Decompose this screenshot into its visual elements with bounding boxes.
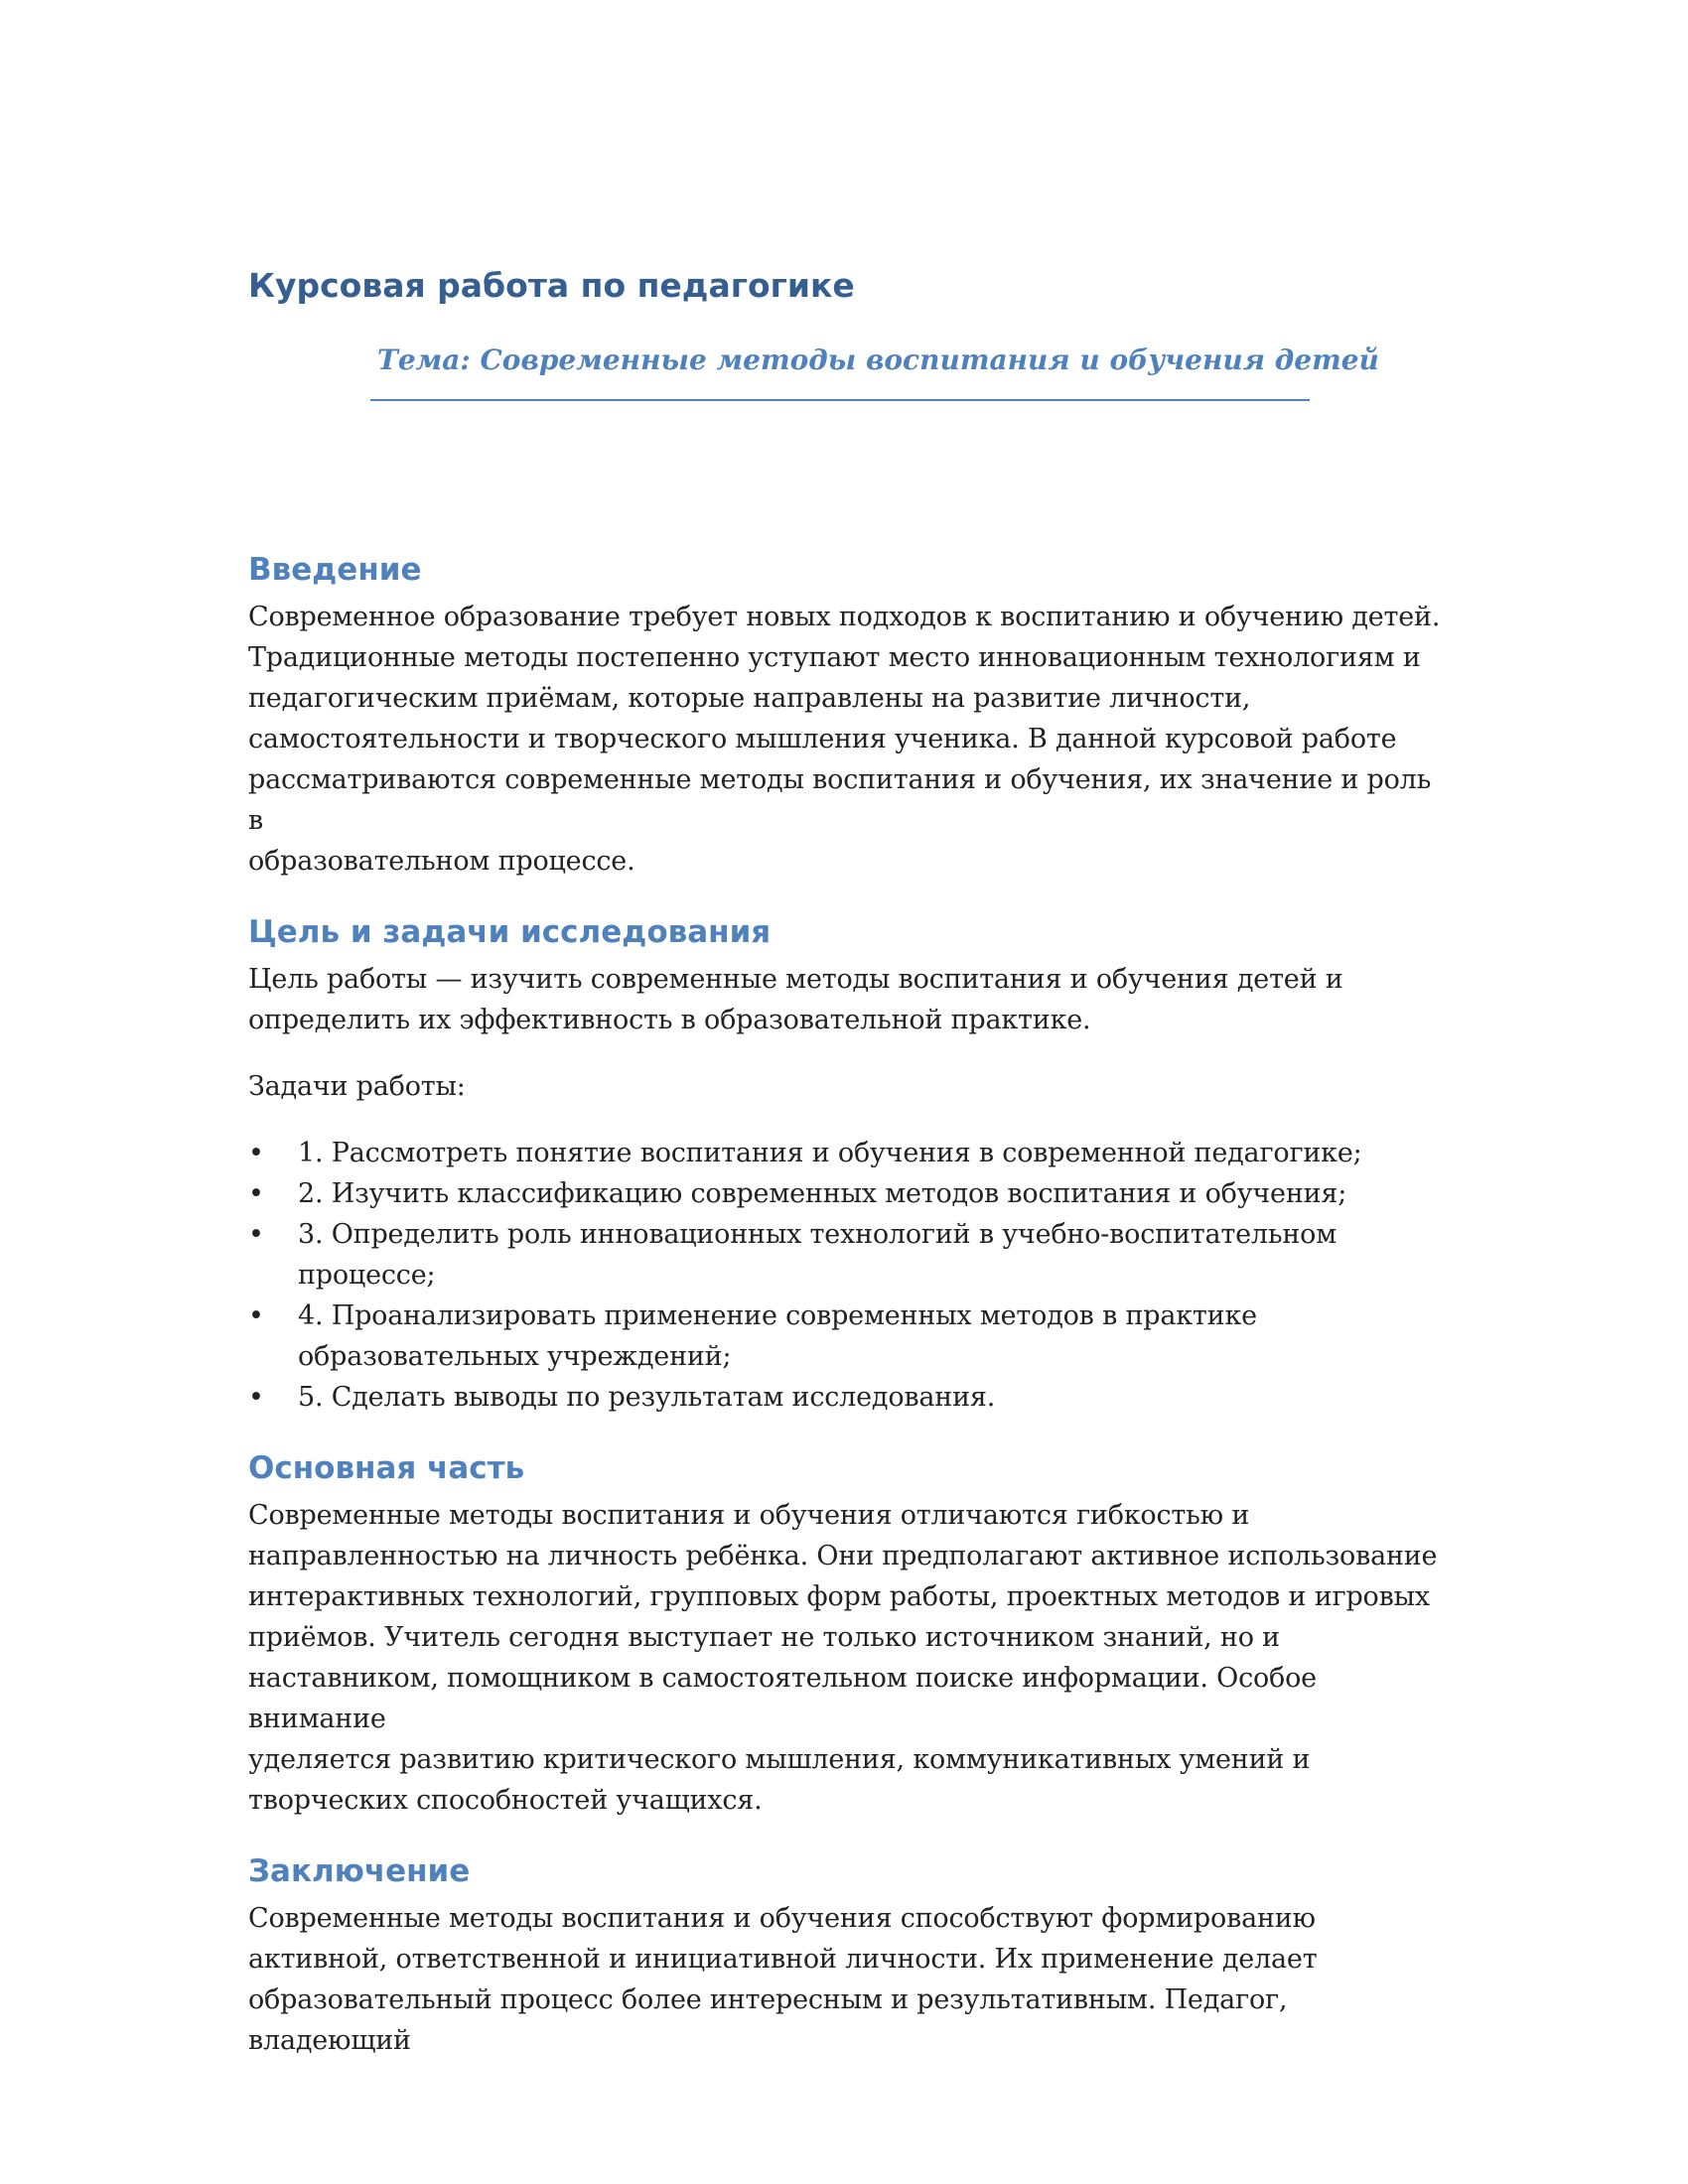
text-line: рассматриваются современные методы воспитания и обучения, их значение и роль в: [248, 764, 1432, 836]
text-line: самостоятельности и творческого мышления ученика. В данной курсовой работе: [248, 724, 1397, 754]
text-line: Традиционные методы постепенно уступают место инновационным технологиям и: [248, 642, 1421, 673]
section-goals: [248, 910, 1450, 1418]
list-item-text: 3. Определить роль инновационных технологий в учебно-воспитательном: [298, 1219, 1336, 1250]
text-line: определить их эффективность в образовательной практике.: [248, 1005, 1091, 1035]
list-item-text: 4. Проанализировать применение современных методов в практике: [298, 1300, 1257, 1331]
document-body: [248, 548, 1450, 2061]
text-line: приёмов. Учитель сегодня выступает не только источником знаний, но и: [248, 1622, 1280, 1653]
text-line: уделяется развитию критического мышления, коммуникативных умений и: [248, 1744, 1311, 1775]
bullet-icon: •: [248, 1219, 264, 1250]
text-line: педагогическим приёмам, которые направлены на развитие личности,: [248, 683, 1251, 714]
text-line: Современные методы воспитания и обучения способствуют формированию: [248, 1903, 1316, 1934]
bullet-icon: •: [248, 1382, 264, 1413]
text-line: образовательном процессе.: [248, 846, 635, 877]
tasks-label: Задачи работы:: [248, 1071, 466, 1102]
text-line: Цель работы — изучить современные методы воспитания и обучения детей и: [248, 964, 1343, 995]
list-item: [248, 1296, 1450, 1377]
section-heading-conclusion: Заключение: [248, 1853, 471, 1889]
introduction-paragraph: [248, 597, 1450, 882]
document-title: Курсовая работа по педагогике: [248, 266, 855, 305]
section-conclusion: [248, 1849, 1450, 2061]
section-main: [248, 1446, 1450, 1821]
text-line: направленностью на личность ребёнка. Они предполагают активное использование: [248, 1541, 1438, 1571]
goals-paragraph: [248, 959, 1450, 1040]
bullet-icon: •: [248, 1178, 264, 1209]
conclusion-paragraph: [248, 1898, 1450, 2061]
text-line: творческих способностей учащихся.: [248, 1785, 763, 1816]
section-introduction: [248, 548, 1450, 882]
list-item-text: образовательных учреждений;: [298, 1341, 732, 1372]
text-line: активной, ответственной и инициативной личности. Их применение делает: [248, 1944, 1318, 1975]
text-line: Современные методы воспитания и обучения отличаются гибкостью и: [248, 1500, 1250, 1531]
section-heading-main: Основная часть: [248, 1450, 525, 1486]
list-item-text: процессе;: [298, 1260, 436, 1291]
section-heading-introduction: Введение: [248, 552, 422, 588]
list-item-text: 2. Изучить классификацию современных методов воспитания и обучения;: [298, 1178, 1347, 1209]
text-line: Современное образование требует новых подходов к воспитанию и обучению детей.: [248, 602, 1441, 632]
text-line: интерактивных технологий, групповых форм работы, проектных методов и игровых: [248, 1581, 1430, 1612]
list-item-text: 5. Сделать выводы по результатам исследования.: [298, 1382, 996, 1413]
list-item: [248, 1214, 1450, 1296]
list-item: [248, 1133, 1450, 1173]
document-subtitle: Тема: Современные методы воспитания и обучения детей: [370, 343, 1310, 401]
text-line: наставником, помощником в самостоятельном поиске информации. Особое внимание: [248, 1663, 1317, 1734]
list-item-text: 1. Рассмотреть понятие воспитания и обучения в современной педагогике;: [298, 1138, 1362, 1168]
main-paragraph: [248, 1495, 1450, 1821]
list-item: [248, 1377, 1450, 1418]
list-item: [248, 1173, 1450, 1214]
section-heading-goals: Цель и задачи исследования: [248, 914, 772, 950]
text-line: образовательный процесс более интересным и результативным. Педагог, владеющий: [248, 1984, 1288, 2056]
bullet-icon: •: [248, 1300, 264, 1331]
bullet-icon: •: [248, 1138, 264, 1168]
tasks-list: [248, 1133, 1450, 1418]
